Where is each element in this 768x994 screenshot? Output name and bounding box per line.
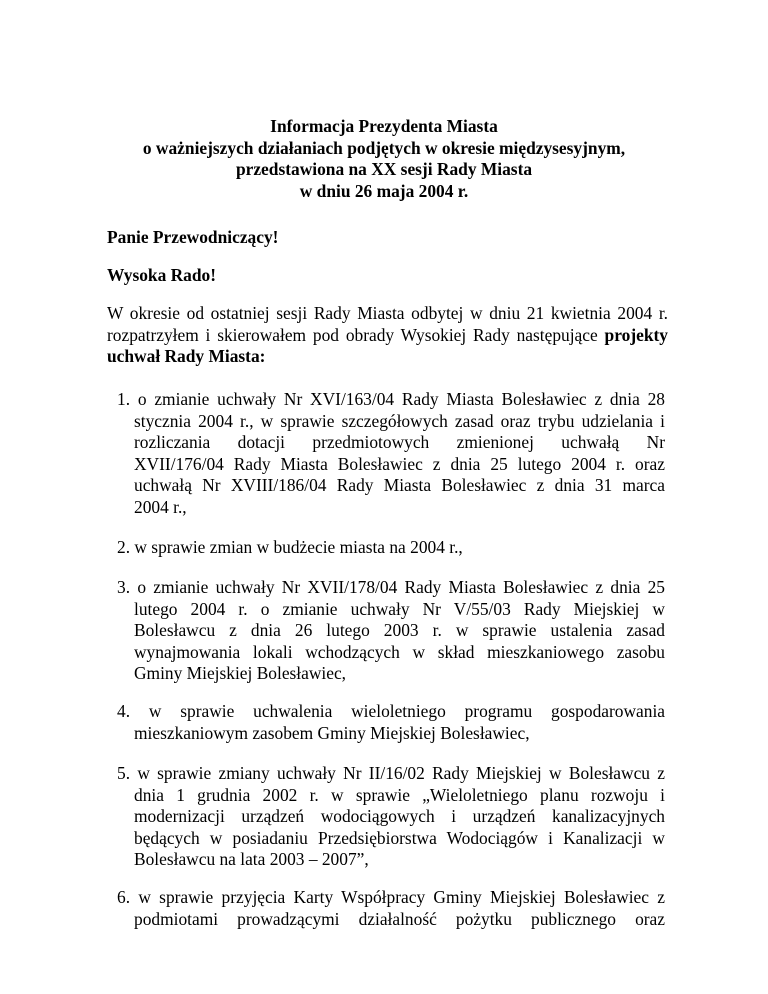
title-line-1: Informacja Prezydenta Miasta <box>270 116 498 136</box>
list-item-line: Gminy Miejskiej Bolesławiec, <box>134 663 347 683</box>
list-item-line: 3. o zmianie uchwały Nr XVII/178/04 Rady Miasta Bolesławiec z dnia 25 <box>117 577 665 597</box>
list-item-line: 5. w sprawie zmiany uchwały Nr II/16/02 Rady Miejskiej w Bolesławcu z <box>117 763 665 783</box>
list-item-line: modernizacji urządzeń wodociągowych i urządzeń kanalizacyjnych <box>134 806 665 826</box>
list-item-line: wynajmowania lokali wchodzących w skład mieszkaniowego zasobu <box>134 641 665 662</box>
list-item-line: 6. w sprawie przyjęcia Karty Współpracy Gminy Miejskiej Bolesławiec z <box>117 887 665 907</box>
list-item-line: uchwałą Nr XVIII/186/04 Rady Miasta Bolesławiec z dnia 31 marca <box>134 475 665 495</box>
list-item-line: 1. o zmianie uchwały Nr XVI/163/04 Rady Miasta Bolesławiec z dnia 28 <box>117 389 665 409</box>
list-item-line: Bolesławcu na lata 2003 – 2007”, <box>134 849 369 869</box>
intro-line-3 <box>107 346 668 368</box>
list-item <box>117 887 665 930</box>
list-item-line: Bolesławcu z dnia 26 lutego 2003 r. w sprawie ustalenia zasad <box>134 620 665 640</box>
list-item <box>117 763 665 871</box>
intro-line-2-bold: projekty <box>604 324 668 345</box>
title-line-4: w dniu 26 maja 2004 r. <box>299 180 469 201</box>
list-item <box>117 537 665 559</box>
intro-line-2-text: rozpatrzyłem i skierowałem pod obrady Wysokiej Rady następujące <box>107 324 598 345</box>
list-item-line: lutego 2004 r. o zmianie uchwały Nr V/55/03 Rady Miejskiej w <box>134 598 665 619</box>
list-item <box>117 577 665 685</box>
list-item-line: będących w posiadaniu Przedsiębiorstwa Wodociągów i Kanalizacji w <box>134 827 665 848</box>
intro-line-3-bold: uchwał Rady Miasta: <box>107 346 266 366</box>
list-item-line: XVII/176/04 Rady Miasta Bolesławiec z dnia 25 lutego 2004 r. oraz <box>134 453 665 474</box>
intro-paragraph <box>107 303 668 368</box>
list-item-line: mieszkaniowym zasobem Gminy Miejskiej Bolesławiec, <box>134 722 530 743</box>
intro-line-1: W okresie od ostatniej sesji Rady Miasta odbytej w dniu 21 kwietnia 2004 r. <box>107 303 668 323</box>
intro-line-2 <box>107 325 668 347</box>
list-item-line: dnia 1 grudnia 2002 r. w sprawie „Wieloletniego planu rozwoju i <box>134 784 665 805</box>
list-item-line: rozliczania dotacji przedmiotowych zmienionej uchwałą Nr <box>134 432 665 452</box>
list-item <box>117 701 665 744</box>
list-item-line: 2. w sprawie zmian w budżecie miasta na 2004 r., <box>117 537 463 557</box>
list-item <box>117 389 665 518</box>
list-item-line: 2004 r., <box>134 496 187 517</box>
list-item-line: 4. w sprawie uchwalenia wieloletniego programu gospodarowania <box>117 701 665 721</box>
title-line-2: o ważniejszych działaniach podjętych w okresie międzysesyjnym, <box>142 137 626 158</box>
title-line-3: przedstawiona na XX sesji Rady Miasta <box>235 159 533 179</box>
salutation-chair: Panie Przewodniczący! <box>107 227 279 247</box>
list-item-line: podmiotami prowadzącymi działalność pożytku publicznego oraz <box>134 908 665 929</box>
salutation-council: Wysoka Rado! <box>107 265 217 285</box>
document-title <box>100 116 668 202</box>
list-item-line: stycznia 2004 r., w sprawie szczegółowych zasad oraz trybu udzielania i <box>134 410 665 431</box>
